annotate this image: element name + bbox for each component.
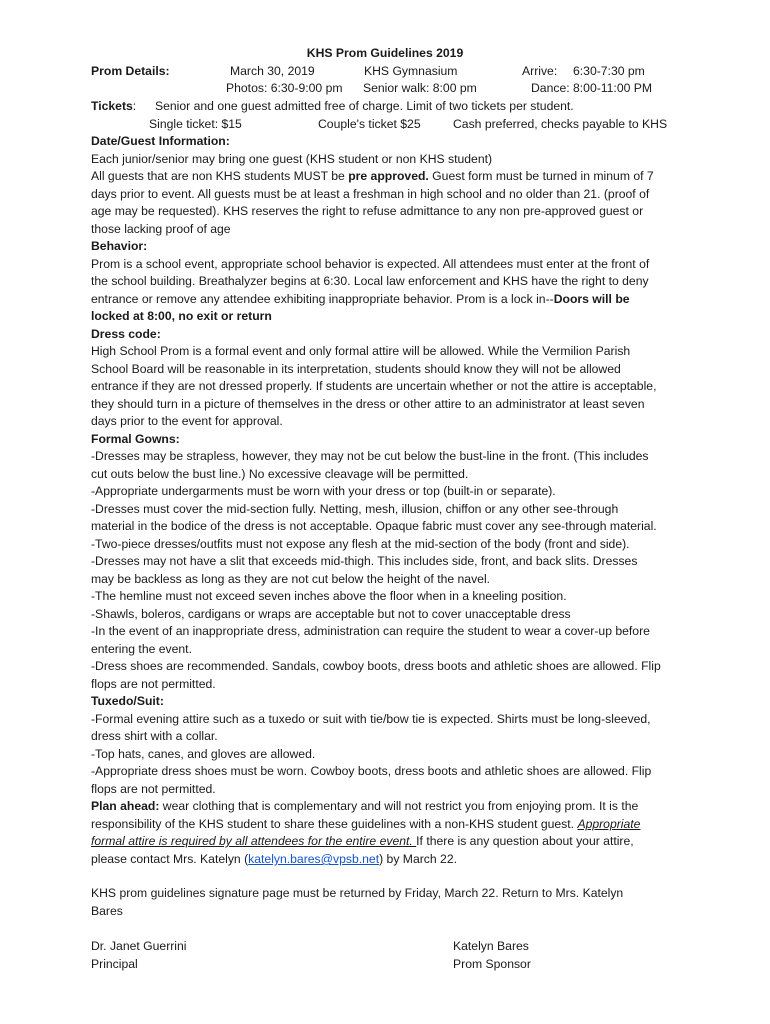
behavior-line: Prom is a school event, appropriate school behavior is expected. All attendees must enter at the front of xyxy=(91,257,650,271)
date-guest-heading: Date/Guest Information: xyxy=(91,134,230,148)
behavior-line-bold: locked at 8:00, no exit or return xyxy=(91,309,272,323)
principal-title: Principal xyxy=(91,957,138,971)
plan-ahead-line xyxy=(91,816,640,834)
formal-gowns-line: may be backless as long as they are not cut below the height of the navel. xyxy=(91,572,491,586)
payment-note: Cash preferred, checks payable to KHS xyxy=(453,117,668,131)
formal-gowns-line: -Dresses may be strapless, however, they may not be cut below the bust-line in the front. (This includes xyxy=(91,449,649,463)
dress-code-line: School Board will be reasonable in its interpretation, students should know they will not be allowed xyxy=(91,362,621,376)
senior-walk-time: Senior walk: 8:00 pm xyxy=(363,81,477,95)
formal-gowns-line: -In the event of an inappropriate dress, administration can require the student to wear a cover-up before xyxy=(91,624,650,638)
behavior-line xyxy=(91,291,630,309)
dress-code-line: days prior to the event for approval. xyxy=(91,414,283,428)
single-ticket-price: Single ticket: $15 xyxy=(149,117,242,131)
tuxedo-line: flops are not permitted. xyxy=(91,782,216,796)
tickets-colon: : xyxy=(132,99,137,113)
tickets-row xyxy=(91,98,136,116)
formal-gowns-line: -Dresses may not have a slit that exceeds mid-thigh. This includes side, front, and back slits. Dresses xyxy=(91,554,638,568)
formal-gowns-line: -Appropriate undergarments must be worn with your dress or top (built-in or separate). xyxy=(91,484,556,498)
plan-ahead-line xyxy=(91,833,634,851)
tuxedo-line: dress shirt with a collar. xyxy=(91,729,218,743)
tuxedo-line: -Top hats, canes, and gloves are allowed. xyxy=(91,747,316,761)
tuxedo-line: -Formal evening attire such as a tuxedo or suit with tie/bow tie is expected. Shirts must be long-sleeved, xyxy=(91,712,651,726)
date-guest-line: age may be requested). KHS reserves the right to refuse admittance to any non pre-approved guest or xyxy=(91,204,644,218)
formal-gowns-line: -Two-piece dresses/outfits must not expose any flesh at the mid-section of the body (front and side). xyxy=(91,537,630,551)
formal-gowns-line: entering the event. xyxy=(91,642,192,656)
dress-code-line: High School Prom is a formal event and only formal attire will be allowed. While the Vermilion Parish xyxy=(91,344,631,358)
plan-ahead-text: wear clothing that is complementary and will not restrict you from enjoying prom. It is the xyxy=(159,799,639,813)
formal-gowns-line: -Dress shoes are recommended. Sandals, cowboy boots, dress boots and athletic shoes are allowed. Flip xyxy=(91,659,661,673)
prom-venue: KHS Gymnasium xyxy=(364,64,458,78)
dress-code-heading: Dress code: xyxy=(91,327,161,341)
arrive-label: Arrive: xyxy=(522,64,558,78)
formal-gowns-line: material in the bodice of the dress is not acceptable. Opaque fabric must cover any see-through material. xyxy=(91,519,657,533)
contact-email-link[interactable]: katelyn.bares@vpsb.net xyxy=(248,852,380,866)
plan-ahead-line xyxy=(91,851,457,869)
date-guest-text: All guests that are non KHS students MUST be xyxy=(91,169,349,183)
plan-ahead-text: If there is any question about your attire, xyxy=(416,834,634,848)
formal-gowns-line: -The hemline must not exceed seven inches above the floor when in a kneeling position. xyxy=(91,589,567,603)
plan-ahead-text: ) by March 22. xyxy=(379,852,457,866)
formal-gowns-line: -Shawls, boleros, cardigans or wraps are acceptable but not to cover unacceptable dress xyxy=(91,607,571,621)
date-guest-line xyxy=(91,168,654,186)
document-title: KHS Prom Guidelines 2019 xyxy=(306,46,464,60)
tickets-line-1: Senior and one guest admitted free of charge. Limit of two tickets per student. xyxy=(155,99,574,113)
dress-code-line: entrance if they are not dressed properly. If students are uncertain whether or not the attire is acceptable, xyxy=(91,379,657,393)
pre-approved-emphasis: pre approved. xyxy=(348,169,429,183)
photos-time: Photos: 6:30-9:00 pm xyxy=(226,81,343,95)
formal-gowns-line: -Dresses must cover the mid-section fully. Netting, mesh, illusion, chiffon or any other see-through xyxy=(91,502,619,516)
date-guest-text: Guest form must be turned in minum of 7 xyxy=(428,169,654,183)
return-note-line: Bares xyxy=(91,904,123,918)
formal-gowns-line: flops are not permitted. xyxy=(91,677,216,691)
dress-code-line: they should turn in a picture of themselves in the dress or other attire to an administrator at least seven xyxy=(91,397,645,411)
formal-gowns-line: cut outs below the bust line.) No excessive cleavage will be permitted. xyxy=(91,467,469,481)
date-guest-line: those lacking proof of age xyxy=(91,222,231,236)
couple-ticket-price: Couple's ticket $25 xyxy=(318,117,421,131)
prom-details-label: Prom Details: xyxy=(91,64,170,78)
behavior-heading: Behavior: xyxy=(91,239,148,253)
principal-name: Dr. Janet Guerrini xyxy=(91,939,187,953)
plan-ahead-text: responsibility of the KHS student to share these guidelines with a non-KHS student guest. xyxy=(91,817,578,831)
doors-locked-emphasis: Doors will be xyxy=(553,292,630,306)
plan-ahead-heading: Plan ahead: xyxy=(91,799,160,813)
formal-gowns-heading: Formal Gowns: xyxy=(91,432,180,446)
return-note-line: KHS prom guidelines signature page must be returned by Friday, March 22. Return to Mrs. Katelyn xyxy=(91,886,624,900)
tuxedo-line: -Appropriate dress shoes must be worn. Cowboy boots, dress boots and athletic shoes are allowed. Flip xyxy=(91,764,652,778)
sponsor-title: Prom Sponsor xyxy=(453,957,531,971)
arrive-time: 6:30-7:30 pm xyxy=(573,64,645,78)
tickets-label: Tickets xyxy=(91,99,133,113)
plan-ahead-text: please contact Mrs. Katelyn ( xyxy=(91,852,249,866)
prom-date: March 30, 2019 xyxy=(230,64,315,78)
plan-ahead-line xyxy=(91,798,638,816)
date-guest-line: days prior to event. All guests must be at least a freshman in high school and no older than 21. (proof of xyxy=(91,187,650,201)
formal-attire-emphasis: Appropriate xyxy=(577,817,641,831)
behavior-text: entrance or remove any attendee exhibiting inappropriate behavior. Prom is a lock in-- xyxy=(91,292,554,306)
formal-attire-emphasis: formal attire is required by all attendees for the entire event. xyxy=(91,834,417,848)
tuxedo-heading: Tuxedo/Suit: xyxy=(91,694,164,708)
sponsor-name: Katelyn Bares xyxy=(453,939,529,953)
behavior-line: the school building. Breathalyzer begins at 6:30. Local law enforcement and KHS have the right to deny xyxy=(91,274,649,288)
dance-time: Dance: 8:00-11:00 PM xyxy=(531,81,653,95)
date-guest-line: Each junior/senior may bring one guest (KHS student or non KHS student) xyxy=(91,152,493,166)
